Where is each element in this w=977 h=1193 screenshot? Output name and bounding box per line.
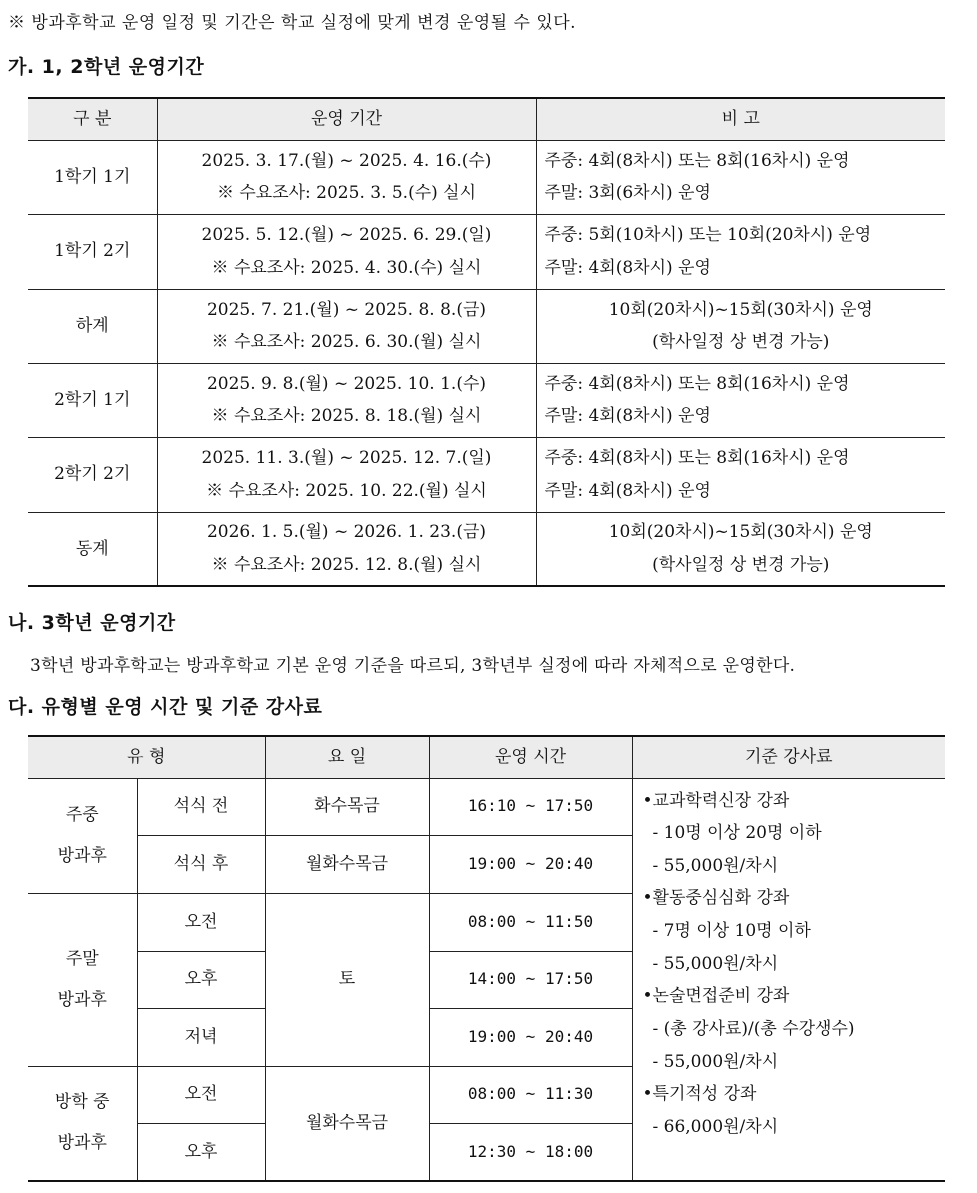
period-cell: 2025. 3. 17.(월) ~ 2025. 4. 16.(수) ※ 수요조사: 2025. 3. 5.(수) 실시 [157,140,536,214]
sub-type-cell: 석식 후 [137,835,265,893]
weekend-label: 주말 방과후 [28,893,137,1066]
day-cell: 토 [265,893,429,1066]
term-cell: 동계 [28,512,157,586]
sub-type-cell: 오후 [137,951,265,1008]
section-b-text: 3학년 방과후학교는 방과후학교 기본 운영 기준을 따르되, 3학년부 실정에 따라 자체적으로 운영한다. [30,656,796,676]
table-row [28,289,945,363]
header-category: 구 분 [28,98,157,140]
day-cell: 월화수목금 [265,835,429,893]
sub-type-cell: 석식 전 [137,778,265,835]
remarks-cell: 주중: 4회(8차시) 또는 8회(16차시) 운영 주말: 4회(8차시) 운영 [536,363,945,437]
fee-cell: •교과학력신장 강좌 - 10명 이상 20명 이하 - 55,000원/차시 •활동중심심화 강좌 - 7명 이상 10명 이하 - 55,000원/차시 •논술면접준비 강좌 - (총 강사료)/(총 수강생수) - 55,000원/차시 •특기적성 강좌 - 66,000원/차시 [632,778,945,1181]
section-c-title: 다. 유형별 운영 시간 및 기준 강사료 [8,696,323,718]
time-cell: 12:30 ~ 18:00 [429,1123,632,1181]
header-period: 운영 기간 [157,98,536,140]
time-cell: 19:00 ~ 20:40 [429,1008,632,1066]
time-cell: 19:00 ~ 20:40 [429,835,632,893]
vacation-label: 방학 중 방과후 [28,1066,137,1181]
schedule-note: ※ 방과후학교 운영 일정 및 기간은 학교 실정에 맞게 변경 운영될 수 있다. [8,13,577,33]
table-row [28,437,945,512]
header-remarks: 비 고 [536,98,945,140]
period-cell: 2025. 7. 21.(월) ~ 2025. 8. 8.(금) ※ 수요조사: 2025. 6. 30.(월) 실시 [157,289,536,363]
period-cell: 2025. 11. 3.(월) ~ 2025. 12. 7.(일) ※ 수요조사: 2025. 10. 22.(월) 실시 [157,437,536,512]
period-cell: 2025. 5. 12.(월) ~ 2025. 6. 29.(일) ※ 수요조사: 2025. 4. 30.(수) 실시 [157,214,536,289]
time-cell: 16:10 ~ 17:50 [429,778,632,835]
weekday-label: 주중 방과후 [28,778,137,893]
time-cell: 08:00 ~ 11:30 [429,1066,632,1123]
table-row [28,778,945,835]
header-time: 운영 시간 [429,736,632,778]
remarks-cell: 주중: 4회(8차시) 또는 8회(16차시) 운영 주말: 4회(8차시) 운영 [536,437,945,512]
table-row [28,512,945,586]
table-row [28,140,945,214]
remarks-cell: 주중: 5회(10차시) 또는 10회(20차시) 운영 주말: 4회(8차시) 운영 [536,214,945,289]
section-b-title: 나. 3학년 운영기간 [8,612,176,634]
sub-type-cell: 오후 [137,1123,265,1181]
remarks-cell: 10회(20차시)~15회(30차시) 운영 (학사일정 상 변경 가능) [536,289,945,363]
term-cell: 하계 [28,289,157,363]
term-cell: 2학기 1기 [28,363,157,437]
period-cell: 2026. 1. 5.(월) ~ 2026. 1. 23.(금) ※ 수요조사: 2025. 12. 8.(월) 실시 [157,512,536,586]
operation-hours-fee-table [28,735,945,1182]
day-cell: 월화수목금 [265,1066,429,1181]
header-type: 유 형 [28,736,265,778]
remarks-cell: 주중: 4회(8차시) 또는 8회(16차시) 운영 주말: 3회(6차시) 운영 [536,140,945,214]
header-fee: 기준 강사료 [632,736,945,778]
remarks-cell: 10회(20차시)~15회(30차시) 운영 (학사일정 상 변경 가능) [536,512,945,586]
table-row [28,363,945,437]
day-cell: 화수목금 [265,778,429,835]
term-cell: 1학기 1기 [28,140,157,214]
time-cell: 08:00 ~ 11:50 [429,893,632,951]
period-cell: 2025. 9. 8.(월) ~ 2025. 10. 1.(수) ※ 수요조사: 2025. 8. 18.(월) 실시 [157,363,536,437]
header-day: 요 일 [265,736,429,778]
sub-type-cell: 오전 [137,1066,265,1123]
term-cell: 1학기 2기 [28,214,157,289]
table-row [28,214,945,289]
sub-type-cell: 오전 [137,893,265,951]
grade-1-2-period-table [28,97,945,587]
time-cell: 14:00 ~ 17:50 [429,951,632,1008]
sub-type-cell: 저녁 [137,1008,265,1066]
section-a-title: 가. 1, 2학년 운영기간 [8,56,205,78]
term-cell: 2학기 2기 [28,437,157,512]
